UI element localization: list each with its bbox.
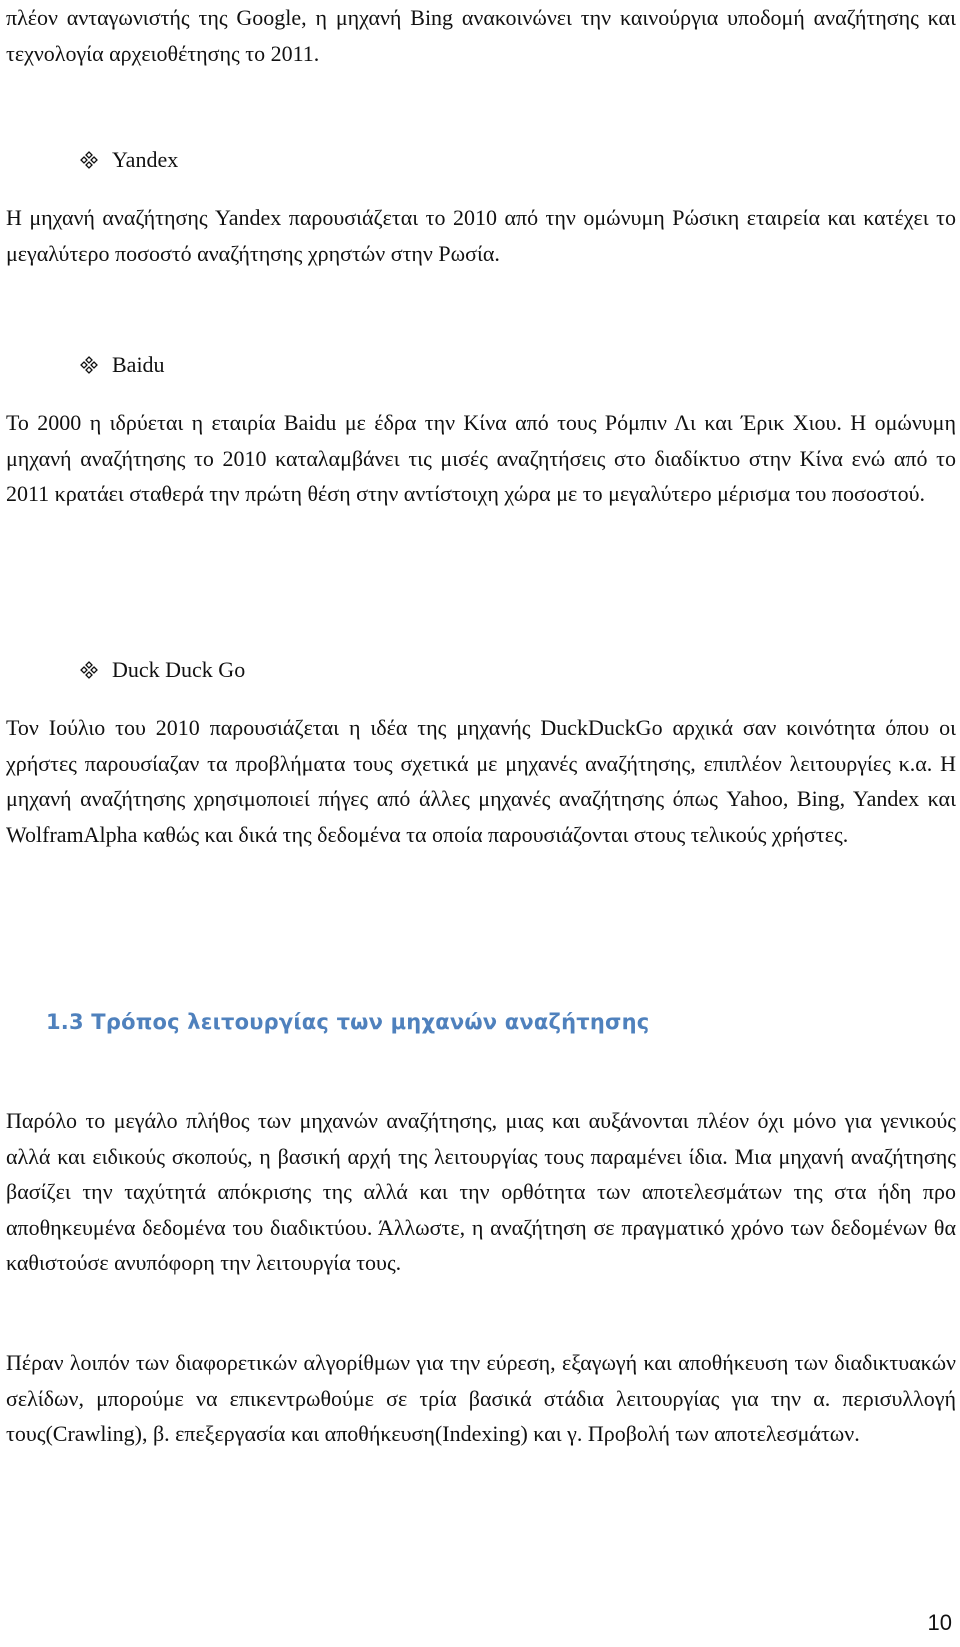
yandex-paragraph: Η μηχανή αναζήτησης Yandex παρουσιάζεται το 2010 από την ομώνυμη Ρώσικη εταιρεία και κατέχει το μεγαλύτερο ποσοστό αναζήτησης χρηστών στην Ρωσία. [6,205,956,266]
duckduckgo-paragraph: Τον Ιούλιο του 2010 παρουσιάζεται η ιδέα της μηχανής DuckDuckGo αρχικά σαν κοινότητα όπου οι χρήστες παρουσίαζαν τα προβλήματα τους σχετικά με μηχανές αναζήτησης, επιπλέον λειτουργίες κ.α. Η μηχανή αναζήτησης χρησιμοποιεί πήγες από άλλες μηχανές αναζήτησης όπως Yahoo, Bing, Yandex και WolframAlpha καθώς και δικά της δεδομένα τα οποία παρουσιάζονται στους τελικούς χρήστες. [6,715,956,847]
bullet-baidu [80,347,165,383]
section-title: Baidu [112,352,165,377]
section-title: Duck Duck Go [112,657,246,682]
section-title: Yandex [112,147,179,172]
intro-paragraph: πλέον ανταγωνιστής της Google, η μηχανή Bing ανακοινώνει την καινούργια υποδομή αναζήτησης και τεχνολογία αρχειοθέτησης το 2011. [6,5,956,66]
bullet-yandex [80,142,178,178]
page-number: 10 [927,1610,952,1635]
section-heading: 1.3 Τρόπος λειτουργίας των μηχανών αναζήτησης [46,1010,650,1034]
body-paragraph-1: Παρόλο το μεγάλο πλήθος των μηχανών αναζήτησης, μιας και αυξάνονται πλέον όχι μόνο για γενικούς αλλά και ειδικούς σκοπούς, η βασική αρχή της λειτουργίας τους παραμένει ίδια. Μια μηχανή αναζήτησης βασίζει την ταχύτητά απόκρισης της αλλά και την ορθότητα των αποτελεσμάτων της στα ήδη προ αποθηκευμένα δεδομένα του διαδικτύου. Άλλωστε, η αναζήτηση σε πραγματικό χρόνο των δεδομένων θα καθιστούσε ανυπόφορη την λειτουργία τους. [6,1108,956,1275]
baidu-paragraph: Το 2000 η ιδρύεται η εταιρία Baidu με έδρα την Κίνα από τους Ρόμπιν Λι και Έρικ Χιου. Η ομώνυμη μηχανή αναζήτησης το 2010 καταλαμβάνει τις μισές αναζητήσεις στο διαδίκτυο στην Κίνα ενώ από το 2011 κρατάει σταθερά την πρώτη θέση στην αντίστοιχη χώρα με το μεγαλύτερο μέρισμα του ποσοστού. [6,410,956,506]
four-diamond-bullet-icon [80,356,98,374]
four-diamond-bullet-icon [80,661,98,679]
document-page [6,0,956,1647]
four-diamond-bullet-icon [80,151,98,169]
bullet-duckduckgo [80,652,245,688]
body-paragraph-2: Πέραν λοιπόν των διαφορετικών αλγορίθμων για την εύρεση, εξαγωγή και αποθήκευση των διαδικτυακών σελίδων, μπορούμε να επικεντρωθούμε σε τρία βασικά στάδια λειτουργίας για την α. περισυλλογή τους(Crawling), β. επεξεργασία και αποθήκευση(Indexing) και γ. Προβολή των αποτελεσμάτων. [6,1350,956,1446]
